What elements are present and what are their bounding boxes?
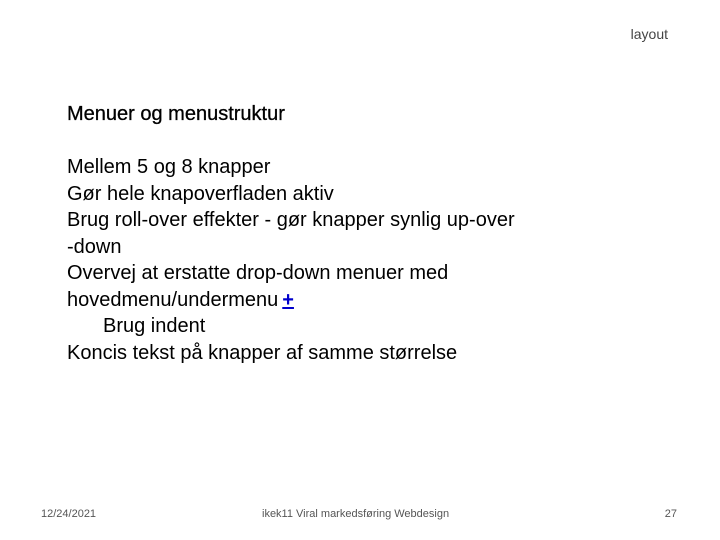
corner-label: layout (630, 26, 668, 42)
body-line: Koncis tekst på knapper af samme størrelse (67, 341, 458, 364)
body-line: Overvej at erstatte drop-down menuer med (67, 262, 449, 284)
slide-body (67, 154, 627, 366)
body-line-indented: Brug indent (103, 315, 206, 337)
slide-title: Menuer og menustruktur (67, 103, 285, 125)
body-line-with-link (67, 287, 627, 314)
plus-link[interactable]: + (282, 288, 294, 311)
footer-date: 12/24/2021 (41, 508, 97, 520)
body-line-text: hovedmenu/undermenu (67, 288, 279, 311)
body-line: Mellem 5 og 8 knapper (67, 156, 271, 178)
footer-center-text: ikek11 Viral markedsføring Webdesign (262, 508, 450, 520)
body-line: Gør hele knapoverfladen aktiv (67, 182, 334, 205)
footer-page-number: 27 (664, 508, 677, 520)
body-line: Brug roll-over effekter - gør knapper synlig up-over (67, 209, 515, 231)
body-line: -down (67, 235, 122, 258)
